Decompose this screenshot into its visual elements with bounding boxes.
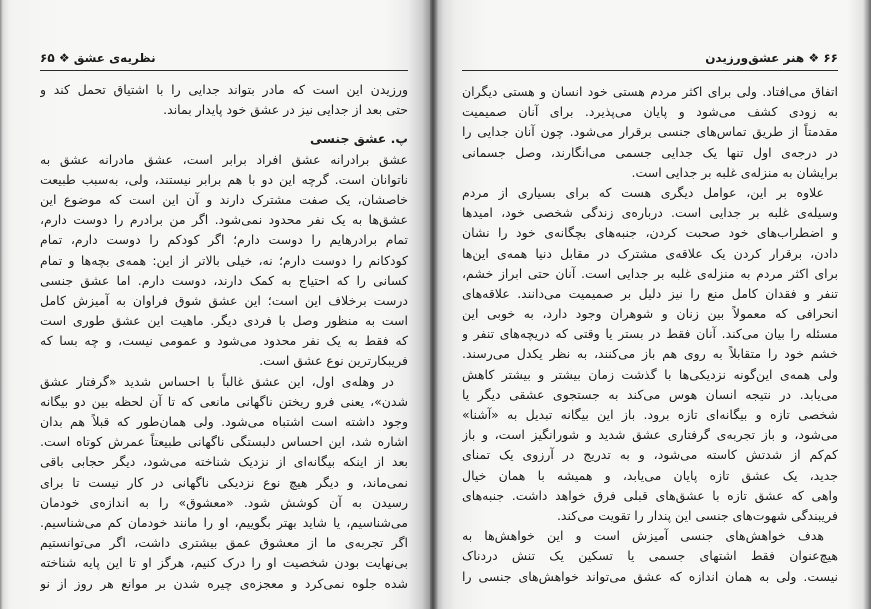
text-line: که فقط به یک نفر محدود می‌شود و عمومی نیست، و چه بسا که	[40, 333, 408, 349]
text-line: تمام برادرهایم را دوست دارم؛ اگر کودکم را دوست دارم، تمام	[40, 232, 408, 248]
text-line: شده جلوه نمی‌کرد و معجزه‌ی چیره شدن بر موانع هر روز از نو	[40, 575, 408, 591]
section-heading: پ. عشق جنسی	[309, 131, 408, 147]
right-page-body	[462, 82, 838, 587]
text-line: شخصی تازه و بیگانه‌ای تازه برود. باز این بیگانه تبدیل به «آشنا»	[462, 407, 838, 422]
header-rule-right	[462, 70, 838, 71]
text-line: هیچ‌عنوان فقط اشتهای جسمی یا تسکین یک تنش دردناک	[462, 548, 838, 564]
text-line: تنفر و فقدان کامل منع را نیز دلیل بر صمیمیت می‌دانند. علاقه‌های	[462, 285, 838, 301]
text-line: وجود داشته است اشتباه می‌شود. ولی همان‌طور که قبلاً هم بدان	[40, 414, 408, 429]
text-line: می‌یابد. در نتیجه انسان هوس می‌کند به جستجوی عشقی دیگر یا	[462, 386, 838, 402]
running-header-right: ۶۶ ❖ هنر عشق‌ورزیدن	[705, 51, 838, 65]
text-line: اتفاق می‌افتاد. ولی برای اکثر مردم هستی خود انسان و هستی دیگران	[462, 84, 838, 99]
text-line: در وهله‌ی اول، این عشق غالباً با احساس شدید «گرفتار عشق	[40, 373, 394, 389]
text-line: کم‌کم از شدتش کاسته می‌شود، و به تدریج در آرزوی یک تمنای	[462, 447, 838, 463]
text-line: ورزیدن این است که مادر بتواند جدایی را با اشتیاق تحمل کند و	[40, 82, 408, 97]
text-line: به زودی کشف می‌شود و پایان می‌پذیرد. برای آنان صمیمیت	[462, 104, 838, 120]
text-line: برای اکثر مردم به منزله‌ی غلبه بر جدایی است. آنان حتی ابراز خشم،	[462, 265, 838, 281]
text-line: وسیله‌ی غلبه بر جدایی است. درباره‌ی زندگی شخصی خود، امیدها	[462, 205, 838, 221]
text-line: درست برخلاف این است؛ این عشق شوق فراوان به آمیزش کامل	[40, 292, 408, 308]
text-line: هدف خواهش‌های جنسی آمیزش است و این خواهش‌ها به	[462, 528, 824, 544]
text-line: بی‌نهایت بودن شخصیت او را درک کنیم، هرگز او تا این پایه شناخته	[40, 555, 408, 571]
text-line: می‌شناسیم، یا شاید بهتر بگوییم، او را مانند خودمان کم می‌شناسیم.	[40, 514, 408, 530]
text-line: شدن»، یعنی فرو ریختن ناگهانی مانعی که تا آن لحظه بین دو بیگانه	[40, 393, 408, 409]
text-line: انحرافی که معمولاً بین زنان و شوهران وجود دارد، به خوبی این	[462, 306, 838, 322]
book-gutter	[430, 0, 438, 609]
text-line: جدید، یک عشق تازه پایان می‌یابد، و همیشه با همان خیال	[462, 467, 838, 483]
text-line: و اضطراب‌های خود صحبت کردن، جنبه‌های بچگانه‌ی خود را نشان	[462, 225, 838, 241]
running-header-left: نظریه‌ی عشق ❖ ۶۵	[40, 51, 156, 65]
text-line: فریبندگی شهوت‌های جنسی این پندار را تقویت می‌کند.	[556, 507, 838, 523]
text-line: مسئله را بیان می‌کند. آنان فقط در بستر یا وقتی که دریچه‌های تنفر و	[462, 326, 838, 342]
text-line: خاصشان، یک صفت مشترک دارند و آن این است که موضوع این	[40, 191, 408, 207]
text-line: است به منظور وصل با فردی دیگر. ماهیت این عشق طوری است	[40, 313, 408, 329]
text-line: می‌شود، و باز تجربه‌ی گرفتاری عشق شدید و شورانگیز است، و باز	[462, 427, 838, 443]
left-page-body	[40, 80, 408, 594]
text-line: عشق برادرانه عشق افراد برابر است، عشق مادرانه عشق به	[40, 151, 408, 167]
text-line: حتی بعد از جدایی نیز در عشق خود پایدار بماند.	[163, 102, 408, 118]
text-line: رسیدن به آن کوشش شود. «معشوق» را به اندازه‌ی خودمان	[40, 494, 408, 510]
text-line: کودکانم را دوست دارم؛ نه، خیلی بالاتر از این: همه‌ی بچه‌ها و تمام	[40, 252, 408, 268]
text-line: عشق‌ها به یک نفر محدود نمی‌شود. اگر من برادرم را دوست دارم،	[40, 212, 408, 228]
text-line: اگر تجربه‌ی ما از معشوق عمق بیشتری داشت، اگر می‌توانستیم	[40, 535, 408, 551]
text-line: ناتوانان است. گرچه این دو با هم برابر نیستند، ولی، به‌سبب طبیعت	[40, 171, 408, 187]
text-line: علاوه بر این، عوامل دیگری هست که برای بسیاری از مردم	[462, 184, 824, 200]
text-line: کسانی را که احتیاج به کمک دارند، دوست دارم. اما عشق جنسی	[40, 272, 408, 288]
text-line: فریبکارترین نوع عشق است.	[259, 353, 408, 369]
text-line: دادن، برقرار کردن یک علاقه‌ی مشترک در مقابل دنیا همه‌ی این‌ها	[462, 245, 838, 261]
text-line: نیست. ولی به همان اندازه که عشق می‌تواند خواهش‌های جنسی را	[462, 568, 838, 584]
text-line: در درجه‌ی اول تنها یک جدایی جسمی می‌انگارند، وصل جسمانی	[462, 144, 838, 160]
text-line: خشم خود را متقابلاً به روی هم باز می‌کنند، به نظر یکدل می‌رسند.	[462, 346, 838, 362]
text-line: ولی همه‌ی این‌گونه نزدیکی‌ها با گذشت زمان بیشتر و بیشتر کاهش	[462, 366, 838, 382]
text-line: نمی‌ماند، و دیگر هیچ نوع نزدیکی ناگهانی در کار نیست تا برای	[40, 474, 408, 490]
text-line: برایشان به منزله‌ی غلبه بر جدایی است.	[631, 164, 838, 180]
text-line: واهی که عشق تازه با عشق‌های قبلی فرق خواهد داشت. جنبه‌های	[462, 487, 838, 503]
text-line: اشاره شد، این احساس دلبستگی ناگهانی طبیعتاً عمرش کوتاه است.	[40, 434, 408, 450]
text-line: بعد از اینکه بیگانه‌ای از نزدیک شناخته می‌شود، دیگر حجابی باقی	[40, 454, 408, 470]
header-rule-left	[40, 70, 408, 71]
text-line: مقدمتاً از طریق تماس‌های جنسی برقرار می‌شود. چون آنان جدایی را	[462, 124, 838, 140]
